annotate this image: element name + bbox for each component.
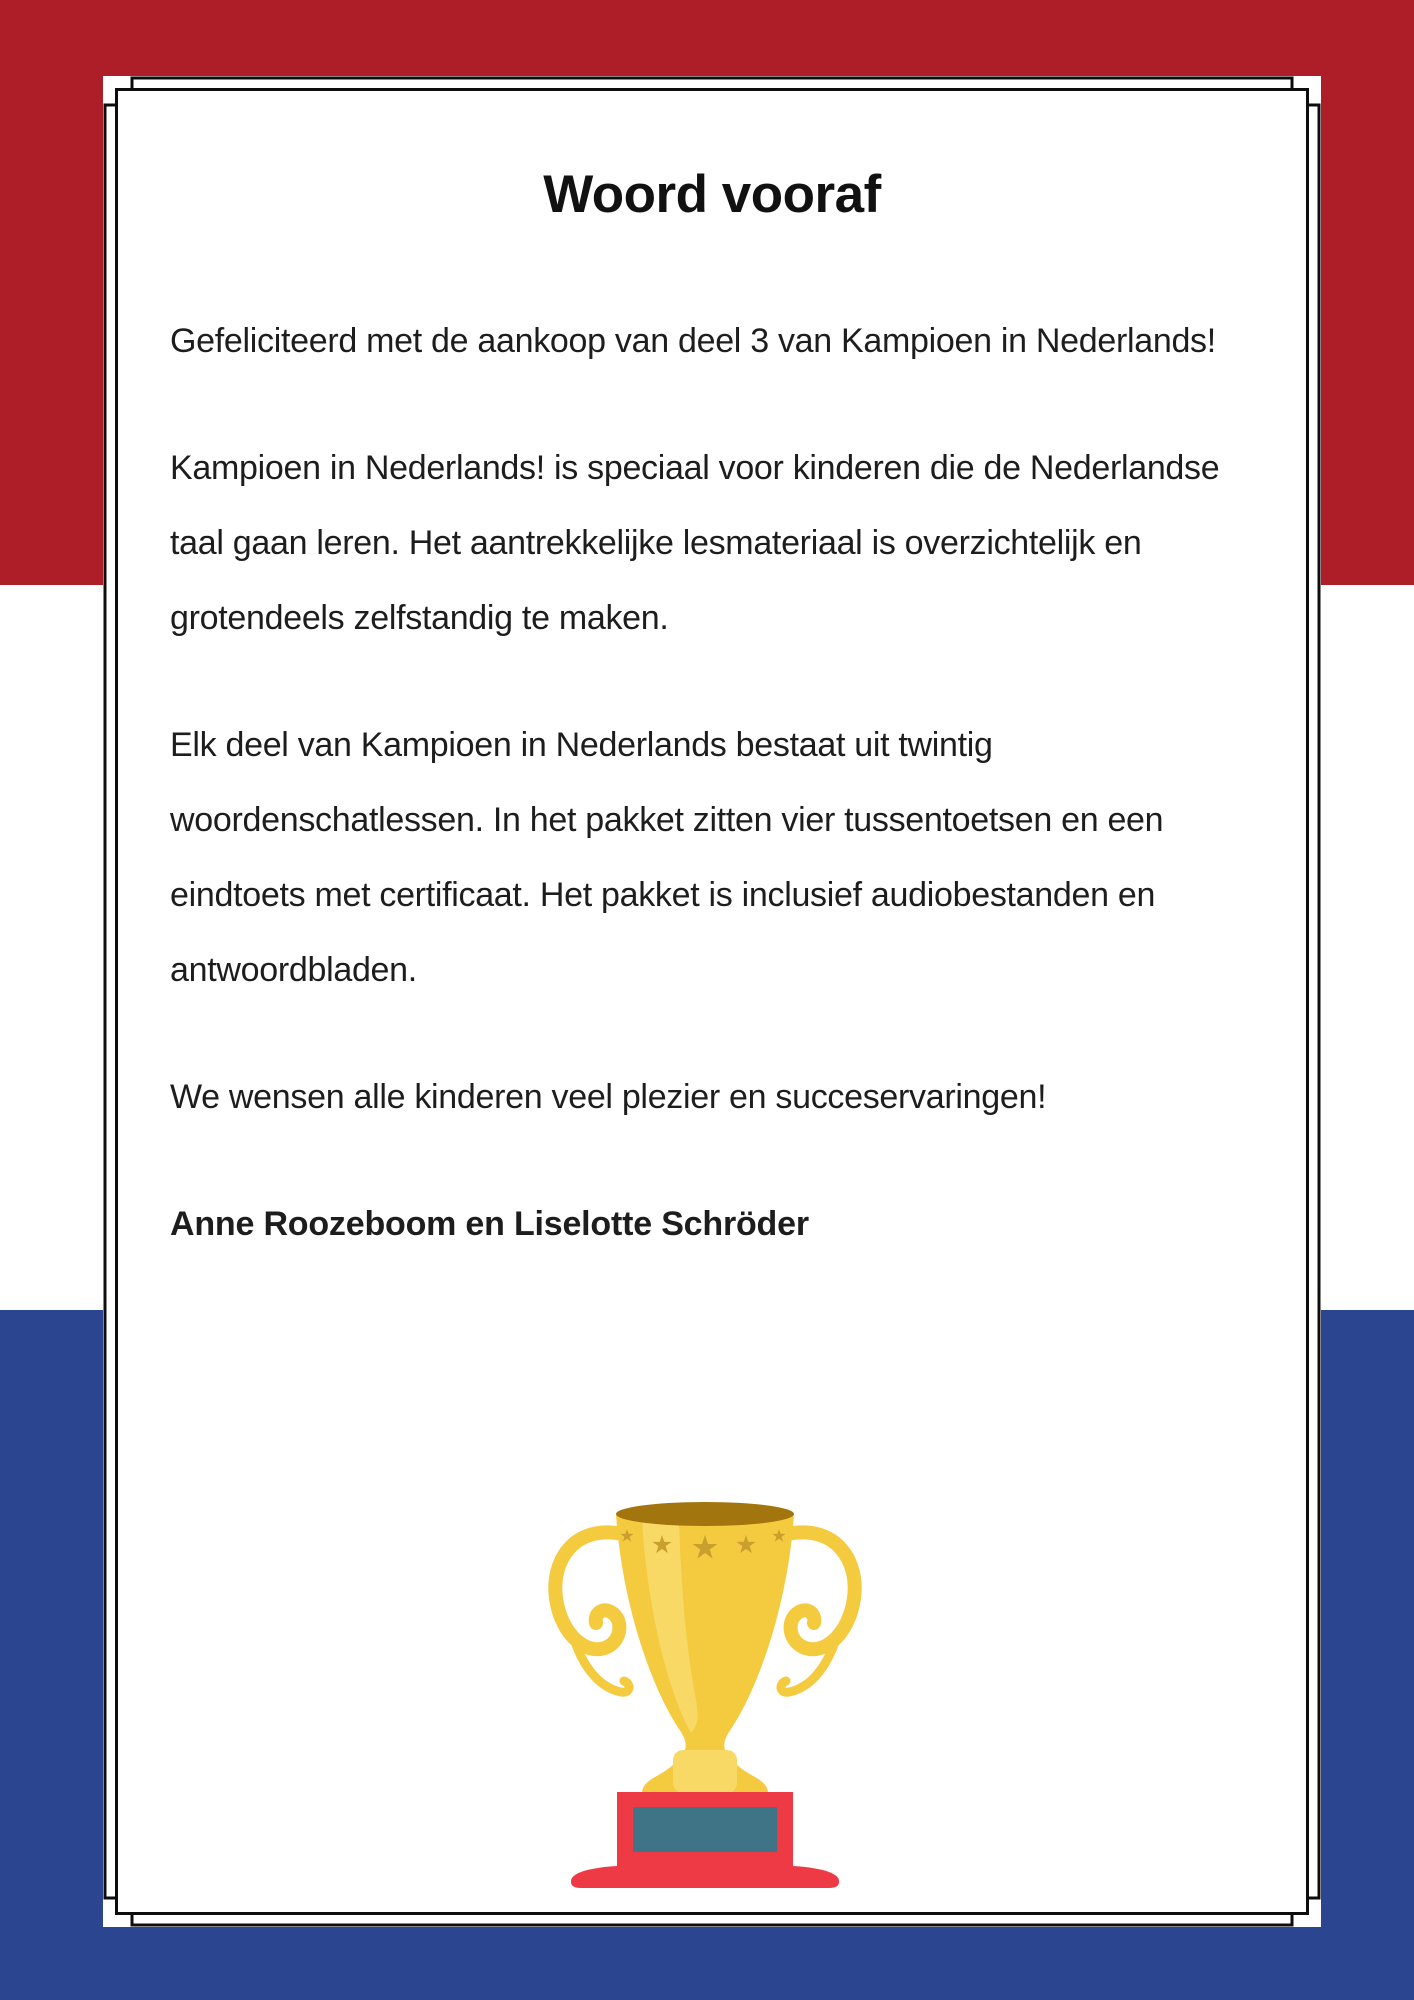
paragraph-line: grotendeels zelfstandig te maken. — [170, 599, 669, 637]
paragraph-line: Gefeliciteerd met de aankoop van deel 3 van Kampioen in Nederlands! — [170, 322, 1216, 360]
trophy-base-brim — [571, 1866, 839, 1888]
trophy-handle-left — [555, 1532, 629, 1692]
paragraph-line: eindtoets met certificaat. Het pakket is inclusief audiobestanden en — [170, 876, 1156, 914]
paragraph — [170, 304, 1320, 379]
paragraph-line: Elk deel van Kampioen in Nederlands bestaat uit twintig — [170, 726, 993, 764]
trophy-plaque — [633, 1807, 777, 1852]
trophy-foot — [673, 1750, 737, 1793]
paragraph-line: woordenschatlessen. In het pakket zitten vier tussentoetsen en een — [170, 801, 1164, 839]
paragraph-line: taal gaan leren. Het aantrekkelijke lesmateriaal is overzichtelijk en — [170, 524, 1142, 562]
paragraph — [170, 431, 1320, 656]
frame-outer-bottom — [132, 1913, 1292, 1925]
paragraph-line: We wensen alle kinderen veel plezier en succeservaringen! — [170, 1078, 1047, 1116]
frame-outer-top — [132, 78, 1292, 90]
trophy-icon — [545, 1500, 865, 1890]
authors-signature — [170, 1187, 1320, 1262]
frame-outer-left — [105, 105, 117, 1898]
trophy-rim — [616, 1502, 794, 1526]
page-title: Woord vooraf — [543, 165, 881, 224]
foreword-text — [170, 304, 1320, 1314]
paragraph-line: Kampioen in Nederlands! is speciaal voor kinderen die de Nederlandse — [170, 449, 1220, 487]
page-card — [103, 76, 1321, 1927]
trophy-handle-right — [781, 1532, 855, 1692]
paragraph — [170, 1060, 1320, 1135]
paragraph — [170, 708, 1320, 1008]
paragraph-line: antwoordbladen. — [170, 951, 417, 989]
paragraph-line: Anne Roozeboom en Liselotte Schröder — [170, 1205, 809, 1243]
